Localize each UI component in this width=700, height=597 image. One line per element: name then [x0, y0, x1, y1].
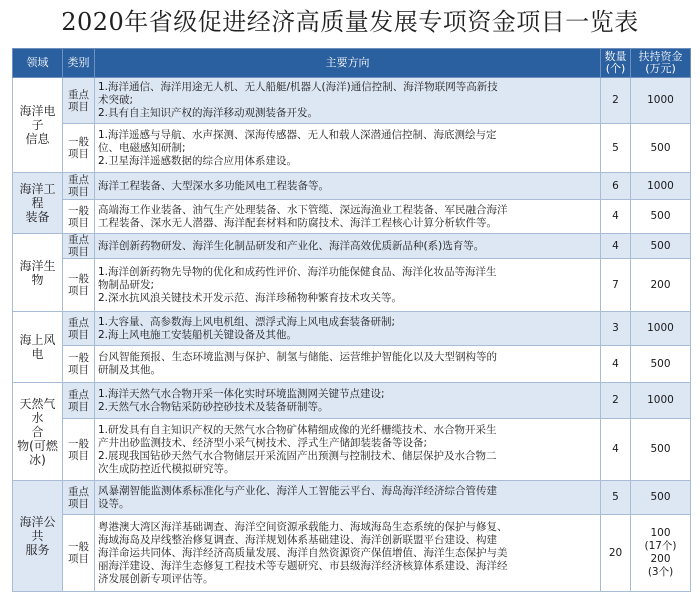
table-row — [13, 78, 691, 124]
direction-line: 高端海工作业装备、油气生产处理装备、水下管缆、深远海渔业工程装备、军民融合海洋 — [98, 203, 508, 216]
direction-line: 位、电磁感知研制; — [98, 141, 186, 154]
quantity-cell: 4 — [601, 200, 631, 234]
category-cell — [63, 259, 95, 312]
direction-line: 2.具有自主知识产权的海洋移动观测装备开发。 — [98, 107, 319, 119]
category-label: 项目 — [68, 186, 89, 198]
header-type: 类别 — [63, 49, 95, 78]
fund-value: 500 — [650, 239, 671, 252]
field-cell — [13, 481, 63, 592]
header-direction: 主要方向 — [95, 49, 601, 78]
field-label: 信息 — [25, 132, 50, 146]
direction-cell — [95, 234, 601, 259]
header-field: 领域 — [13, 49, 63, 78]
fund-value: 1000 — [647, 179, 674, 192]
fund-value: (17个) — [644, 540, 677, 552]
header-row — [13, 49, 691, 78]
quantity-cell: 2 — [601, 78, 631, 124]
header-quantity-line1: 数量 — [604, 50, 627, 63]
fund-value: (3个) — [647, 566, 674, 578]
category-label: 项目 — [68, 285, 89, 297]
fund-value: 100 — [650, 527, 671, 539]
fund-cell — [631, 234, 691, 259]
category-label: 项目 — [68, 553, 89, 565]
category-label: 一般 — [68, 136, 89, 148]
category-label: 项目 — [68, 100, 89, 113]
direction-line: 粤港澳大湾区海洋基础调查、海洋空间资源承载能力、海域海岛生态系统的保护与修复、 — [98, 520, 508, 533]
table-row — [13, 234, 691, 259]
direction-line: 海洋命运共同体、海洋经济高质量发展、海洋自然资源资产保值增值、海洋生态保护与美 — [98, 546, 508, 559]
direction-cell — [95, 200, 601, 234]
direction-line: 1.海洋遥感与导航、水声探测、深海传感器、无人和载人深潜通信控制、海底测绘与定 — [98, 128, 497, 141]
category-cell — [63, 234, 95, 259]
field-label: 海洋工 — [19, 182, 56, 196]
direction-line: 海洋创新药物研发、海洋生化制品研发和产业化、海洋高效优质新品种(系)选育等。 — [98, 239, 485, 252]
field-label: 冰) — [29, 452, 46, 467]
quantity-cell: 3 — [601, 312, 631, 346]
category-label: 重点 — [68, 88, 89, 101]
fund-value: 500 — [650, 443, 671, 455]
field-label: 海洋生 — [19, 258, 56, 273]
category-label: 重点 — [68, 234, 89, 246]
direction-cell — [95, 515, 601, 592]
direction-line: 海域海岛及岸线整治修复调查、海洋规划体系基础建设、海洋创新联盟平台建设、构建 — [98, 533, 497, 546]
header-quantity-line2: (个) — [605, 62, 626, 75]
table-row — [13, 383, 691, 419]
category-label: 一般 — [68, 541, 89, 553]
direction-line: 1.研发具有自主知识产权的天然气水合物矿体精细成像的光纤栅缆技术、水合物开采生 — [98, 423, 497, 436]
direction-line: 术突破; — [98, 94, 134, 106]
fund-cell — [631, 481, 691, 515]
field-cell — [13, 312, 63, 383]
category-label: 重点 — [68, 388, 89, 401]
quantity-cell: 4 — [601, 234, 631, 259]
category-label: 一般 — [68, 437, 89, 450]
fund-cell — [631, 515, 691, 592]
direction-line: 1.海洋天然气水合物开采一体化实时环境监测网关键节点建设; — [98, 387, 385, 400]
category-label: 项目 — [68, 328, 89, 341]
field-cell — [13, 78, 63, 173]
direction-line: 产井出砂监测技术、经济型小采气树技术、浮式生产储卸装装备等设备; — [98, 436, 428, 449]
fund-value: 1000 — [647, 94, 674, 106]
field-label: 电 — [31, 347, 44, 361]
direction-line: 物制品研发; — [98, 278, 155, 291]
direction-line: 研制及其他。 — [98, 364, 161, 376]
category-label: 重点 — [68, 485, 89, 498]
table-row — [13, 124, 691, 173]
direction-line: 台风智能预报、生态环境监测与保护、制氢与储能、运营维护智能化以及大型钢构等的 — [98, 351, 497, 363]
direction-line: 丽海洋建设、海洋生态修复工程技术等专题研究、市县级海洋经济核算体系建设、海洋经 — [98, 559, 508, 572]
table-row — [13, 346, 691, 383]
field-label: 合 — [31, 424, 44, 439]
field-label: 服务 — [25, 543, 50, 557]
category-label: 项目 — [68, 497, 89, 510]
category-cell — [63, 481, 95, 515]
table-row — [13, 312, 691, 346]
fund-value: 500 — [650, 491, 671, 503]
fund-value: 500 — [650, 357, 671, 370]
field-label: 海洋公 — [19, 515, 56, 529]
direction-line: 2.天然气水合物钻采防砂控砂技术及装备研制等。 — [98, 400, 329, 413]
field-label: 海洋电 — [19, 104, 56, 118]
category-cell — [63, 78, 95, 124]
direction-line: 1.海洋创新药物先导物的优化和成药性评价、海洋功能保健食品、海洋化妆品等海洋生 — [98, 265, 497, 278]
quantity-cell: 7 — [601, 259, 631, 312]
direction-line: 工程装备、深水无人潜器、海洋配套材料和防腐技术、海洋工程核心计算分析软件等。 — [98, 216, 497, 229]
quantity-cell: 5 — [601, 124, 631, 173]
fund-cell — [631, 383, 691, 419]
table-row — [13, 419, 691, 481]
category-label: 项目 — [68, 246, 89, 258]
field-label: 子 — [31, 118, 44, 132]
field-label: 天然气水 — [19, 396, 56, 425]
project-table — [12, 48, 691, 592]
fund-cell — [631, 419, 691, 481]
header-fund-line2: (万元) — [645, 62, 676, 75]
direction-line: 2.展现我国钻砂天然气水合物储层开采流固产出预测与控制技术、储层保护及水合物二 — [98, 449, 497, 462]
category-cell — [63, 312, 95, 346]
direction-line: 次生成防控近代模拟研究等。 — [98, 462, 235, 475]
direction-line: 2.卫星海洋遥感数据的综合应用体系建设。 — [98, 154, 298, 167]
field-label: 海上风 — [19, 333, 56, 347]
fund-value: 500 — [650, 210, 671, 222]
fund-value: 1000 — [647, 322, 674, 334]
table-row — [13, 173, 691, 200]
category-label: 重点 — [68, 316, 89, 329]
direction-line: 2.深水抗风浪关键技术开发示范、海洋珍稀物种繁育技术攻关等。 — [98, 291, 403, 304]
category-label: 项目 — [68, 449, 89, 462]
category-label: 重点 — [68, 174, 89, 186]
quantity-cell: 4 — [601, 346, 631, 383]
table-row — [13, 259, 691, 312]
category-cell — [63, 515, 95, 592]
field-cell — [13, 173, 63, 234]
fund-cell — [631, 312, 691, 346]
field-label: 共 — [31, 529, 44, 543]
category-label: 项目 — [68, 364, 89, 376]
category-cell — [63, 124, 95, 173]
field-label: 程 — [31, 196, 44, 210]
direction-line: 1.海洋通信、海洋用途无人机、无人船艇/机器人(海洋)通信控制、海洋物联网等高新技 — [98, 81, 498, 93]
category-label: 项目 — [68, 148, 89, 160]
field-label: 物(可燃 — [17, 438, 58, 453]
direction-line: 设等。 — [98, 497, 130, 510]
direction-line: 海洋工程装备、大型深水多功能风电工程装备等。 — [98, 179, 329, 192]
quantity-cell: 4 — [601, 419, 631, 481]
fund-value: 1000 — [647, 394, 674, 406]
direction-cell — [95, 78, 601, 124]
table-row — [13, 515, 691, 592]
fund-value: 500 — [650, 141, 671, 154]
direction-cell — [95, 346, 601, 383]
category-label: 项目 — [68, 216, 89, 229]
table-row — [13, 481, 691, 515]
fund-cell — [631, 200, 691, 234]
category-cell — [63, 346, 95, 383]
field-label: 物 — [31, 272, 44, 287]
quantity-cell: 5 — [601, 481, 631, 515]
field-cell — [13, 383, 63, 481]
header-fund — [631, 49, 691, 78]
fund-value: 200 — [650, 278, 671, 291]
fund-cell — [631, 173, 691, 200]
fund-cell — [631, 346, 691, 383]
direction-cell — [95, 383, 601, 419]
category-label: 一般 — [68, 204, 89, 217]
field-label: 装备 — [25, 210, 50, 224]
quantity-cell: 2 — [601, 383, 631, 419]
category-cell — [63, 383, 95, 419]
category-label: 项目 — [68, 400, 89, 413]
fund-cell — [631, 124, 691, 173]
fund-cell — [631, 78, 691, 124]
quantity-cell: 6 — [601, 173, 631, 200]
direction-line: 济发展创新专项评估等。 — [98, 572, 214, 585]
page-title: 2020年省级促进经济高质量发展专项资金项目一览表 — [61, 8, 639, 36]
table-body — [13, 78, 691, 592]
fund-value: 200 — [650, 553, 671, 565]
direction-cell — [95, 312, 601, 346]
direction-line: 风暴潮智能监测体系标准化与产业化、海洋人工智能云平台、海岛海洋经济综合管传建 — [98, 484, 497, 497]
fund-cell — [631, 259, 691, 312]
table-row — [13, 200, 691, 234]
header-quantity — [601, 49, 631, 78]
quantity-cell: 20 — [601, 515, 631, 592]
direction-line: 1.大容量、高参数海上风电机组、漂浮式海上风电成套装备研制; — [98, 315, 396, 328]
direction-line: 2.海上风电施工安装船机关键设备及其他。 — [98, 328, 298, 341]
direction-cell — [95, 419, 601, 481]
category-cell — [63, 173, 95, 200]
direction-cell — [95, 124, 601, 173]
direction-cell — [95, 481, 601, 515]
direction-cell — [95, 173, 601, 200]
category-label: 一般 — [68, 273, 89, 285]
category-label: 一般 — [68, 352, 89, 364]
header-fund-line1: 扶持资金 — [638, 50, 683, 63]
category-cell — [63, 419, 95, 481]
field-cell — [13, 234, 63, 312]
category-cell — [63, 200, 95, 234]
direction-cell — [95, 259, 601, 312]
